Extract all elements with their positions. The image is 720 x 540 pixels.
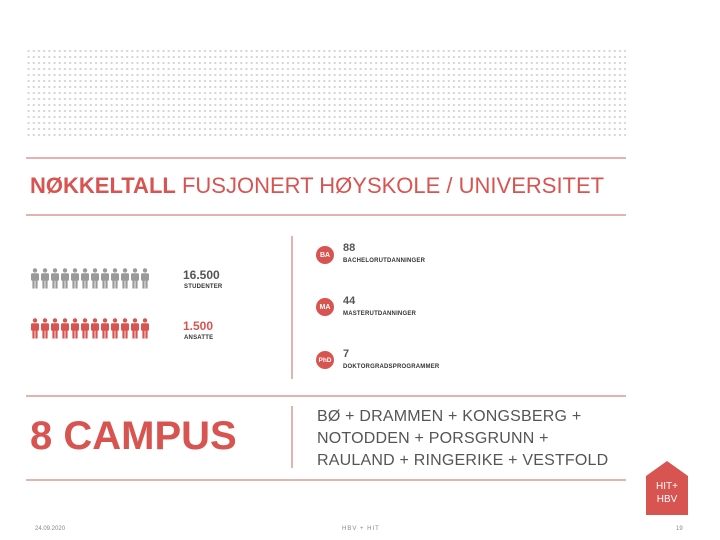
person-icon xyxy=(60,318,70,339)
bachelor-count: 88 xyxy=(343,242,356,254)
bachelor-badge: BA xyxy=(316,246,334,264)
person-icon xyxy=(70,318,80,339)
person-icon xyxy=(80,268,90,289)
title-rest: FUSJONERT HØYSKOLE / UNIVERSITET xyxy=(181,173,605,198)
headline-divider xyxy=(26,214,626,216)
footer-page-number: 19 xyxy=(676,526,683,532)
students-icon-row xyxy=(30,268,150,289)
page-title xyxy=(30,170,604,202)
person-icon xyxy=(60,268,70,289)
campus-line-1: BØ + DRAMMEN + KONGSBERG + xyxy=(317,408,582,425)
person-icon xyxy=(30,318,40,339)
title-bold: NØKKELTALL xyxy=(30,173,176,198)
students-label: STUDENTER xyxy=(184,284,223,290)
top-divider xyxy=(26,157,626,159)
stats-vertical-divider xyxy=(291,236,293,379)
person-icon xyxy=(70,268,80,289)
person-icon xyxy=(100,268,110,289)
person-icon xyxy=(120,318,130,339)
person-icon xyxy=(130,318,140,339)
campus-vertical-divider xyxy=(291,406,293,468)
person-icon xyxy=(130,268,140,289)
person-icon xyxy=(30,268,40,289)
staff-label: ANSATTE xyxy=(184,335,214,341)
person-icon xyxy=(90,268,100,289)
phd-count: 7 xyxy=(343,348,350,360)
phd-label: DOKTORGRADSPROGRAMMER xyxy=(343,364,440,370)
person-icon xyxy=(110,318,120,339)
staff-count: 1.500 xyxy=(183,319,214,333)
person-icon xyxy=(50,268,60,289)
logo-text-line-2: HBV xyxy=(656,494,678,505)
person-icon xyxy=(80,318,90,339)
footer-date: 24.09.2020 xyxy=(35,526,66,532)
bachelor-label: BACHELORUTDANNINGER xyxy=(343,258,426,264)
person-icon xyxy=(90,318,100,339)
staff-icon-row xyxy=(30,318,150,339)
person-icon xyxy=(110,268,120,289)
person-icon xyxy=(40,318,50,339)
logo-text-line-1: HIT+ xyxy=(656,481,678,492)
campus-line-2: NOTODDEN + PORSGRUNN + xyxy=(317,430,549,447)
footer-center: HBV + HIT xyxy=(342,526,380,532)
campus-line-3: RAULAND + RINGERIKE + VESTFOLD xyxy=(317,452,609,469)
dot-pattern-background xyxy=(26,48,626,138)
person-icon xyxy=(100,318,110,339)
person-icon xyxy=(140,268,150,289)
person-icon xyxy=(140,318,150,339)
person-icon xyxy=(120,268,130,289)
stats-divider xyxy=(26,395,626,397)
phd-badge: PhD xyxy=(316,351,334,369)
master-badge: MA xyxy=(316,298,334,316)
master-count: 44 xyxy=(343,295,356,307)
master-label: MASTERUTDANNINGER xyxy=(343,311,417,317)
students-count: 16.500 xyxy=(183,268,220,282)
campus-divider xyxy=(26,479,626,481)
campus-title: 8 CAMPUS xyxy=(30,414,237,458)
person-icon xyxy=(40,268,50,289)
person-icon xyxy=(50,318,60,339)
